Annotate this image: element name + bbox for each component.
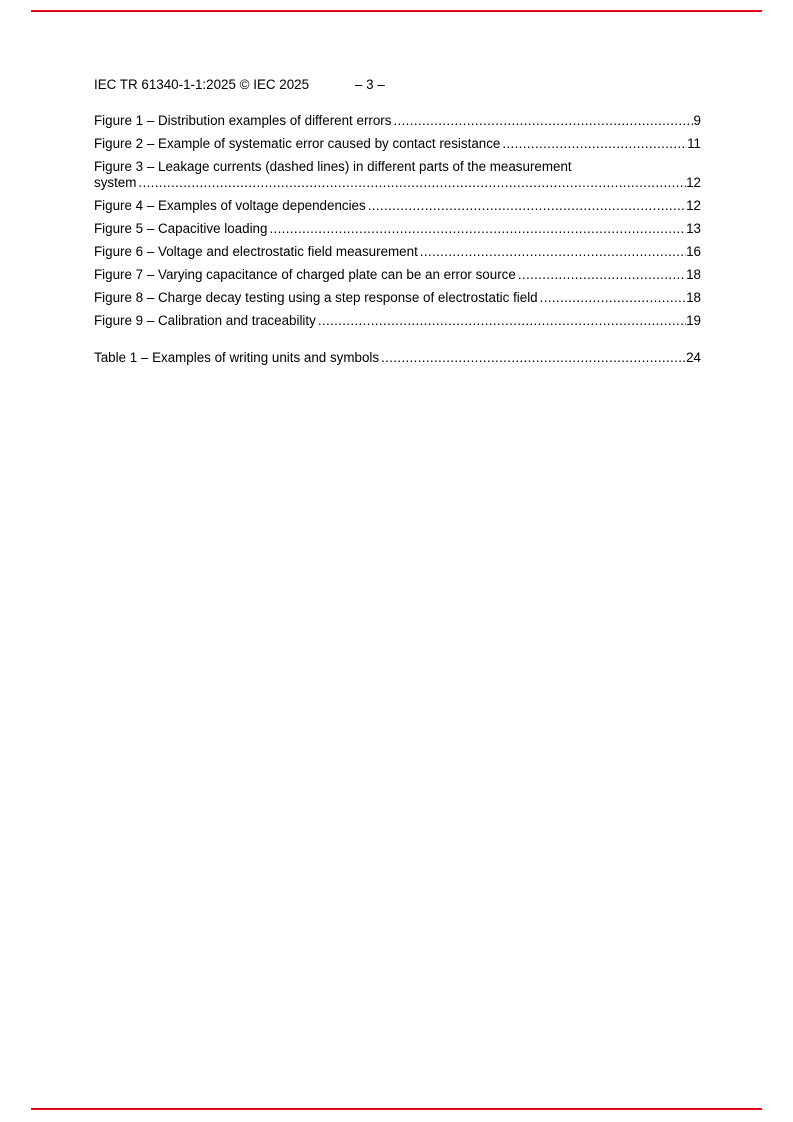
toc-entry-page-number: 24 — [686, 350, 701, 365]
toc-entry-figure-3-line-1 — [94, 159, 701, 175]
toc-entry-figure-4 — [94, 198, 701, 214]
toc-entry-label: Figure 4 – Examples of voltage dependencies — [94, 198, 366, 213]
toc-entry-page-number: 18 — [686, 290, 701, 305]
page-number: – 3 – — [355, 77, 385, 92]
toc-leader-dots — [381, 350, 686, 366]
toc-leader-dots — [420, 244, 686, 260]
toc-entry-figure-3-line-2 — [94, 175, 701, 191]
toc-leader-dots — [518, 267, 686, 283]
toc-entry-figure-6 — [94, 244, 701, 260]
toc-entry-label: Figure 2 – Example of systematic error caused by contact resistance — [94, 136, 501, 151]
toc-entry-figure-9 — [94, 313, 701, 329]
toc-entry-label: Table 1 – Examples of writing units and symbols — [94, 350, 380, 365]
toc-entry-table-1 — [94, 350, 701, 366]
toc-entry-page-number: 11 — [687, 136, 701, 151]
toc-entry-figure-2 — [94, 136, 701, 152]
toc-entry-figure-8 — [94, 290, 701, 306]
toc-entry-figure-1 — [94, 113, 701, 129]
toc-entry-label: Figure 7 – Varying capacitance of charged plate can be an error source — [94, 267, 516, 282]
toc-entry-page-number: 12 — [686, 175, 701, 190]
toc-entry-page-number: 16 — [686, 244, 701, 259]
page-header — [94, 77, 701, 93]
toc-entry-page-number: 18 — [686, 267, 701, 282]
page-boundary-line-top — [31, 10, 762, 12]
toc-entry-label: Figure 6 – Voltage and electrostatic field measurement — [94, 244, 418, 259]
toc-entry-label: Figure 1 – Distribution examples of different errors — [94, 113, 392, 128]
document-running-title: IEC TR 61340-1-1:2025 © IEC 2025 — [94, 77, 310, 92]
toc-entry-label: Figure 8 – Charge decay testing using a step response of electrostatic field — [94, 290, 538, 305]
toc-entry-label: Figure 9 – Calibration and traceability — [94, 313, 316, 328]
toc-entry-page-number: 9 — [693, 113, 701, 128]
table-of-figures — [94, 113, 701, 373]
toc-leader-dots — [502, 136, 687, 152]
toc-leader-dots — [318, 313, 686, 329]
toc-entry-figure-5 — [94, 221, 701, 237]
page-boundary-line-bottom — [31, 1108, 762, 1110]
toc-entry-label: Figure 3 – Leakage currents (dashed lines) in different parts of the measurement — [94, 159, 572, 174]
toc-entry-figure-7 — [94, 267, 701, 283]
toc-leader-dots — [269, 221, 686, 237]
toc-entry-page-number: 19 — [686, 313, 701, 328]
toc-entry-label-continuation: system — [94, 175, 137, 190]
toc-leader-dots — [540, 290, 686, 306]
toc-leader-dots — [393, 113, 693, 129]
toc-entry-page-number: 12 — [686, 198, 701, 213]
toc-entry-label: Figure 5 – Capacitive loading — [94, 221, 268, 236]
toc-leader-dots — [368, 198, 686, 214]
toc-leader-dots — [138, 175, 686, 191]
toc-entry-page-number: 13 — [686, 221, 701, 236]
